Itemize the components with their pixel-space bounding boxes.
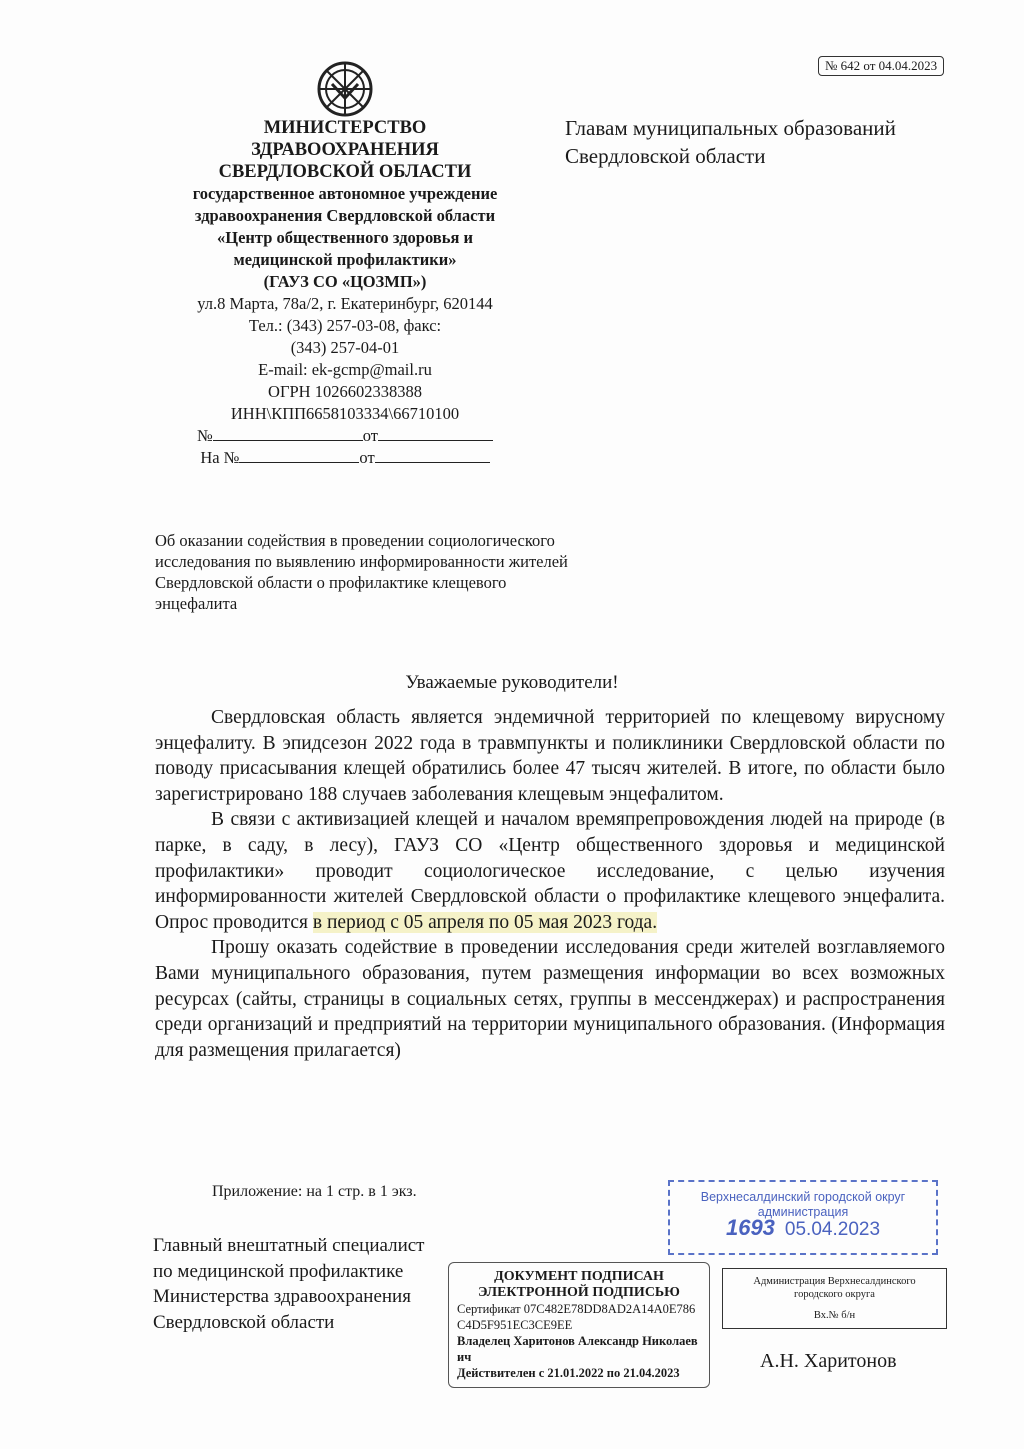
incoming-registration-stamp bbox=[668, 1180, 938, 1255]
admin-receipt-stamp bbox=[722, 1268, 947, 1329]
ministry-emblem-icon bbox=[316, 60, 374, 118]
letterhead bbox=[150, 117, 540, 469]
addressee-line: Свердловской области bbox=[565, 144, 766, 168]
registration-number: № 642 от 04.04.2023 bbox=[818, 56, 944, 76]
addressee-line: Главам муниципальных образований bbox=[565, 116, 896, 140]
reference-label: На № bbox=[200, 448, 240, 467]
attachment-note: Приложение: на 1 стр. в 1 экз. bbox=[212, 1183, 417, 1200]
org-name-line: ЗДРАВООХРАНЕНИЯ bbox=[251, 140, 439, 160]
esig-certificate: Сертификат 07C482E78DD8AD2A14A0E786C4D5F951EC3CE9EE bbox=[457, 1302, 696, 1332]
signer-name: А.Н. Харитонов bbox=[760, 1350, 897, 1372]
institution-line: государственное автономное учреждение bbox=[192, 184, 498, 203]
ogrn: ОГРН 1026602338388 bbox=[268, 382, 422, 401]
highlighted-period: в период с 05 апреля по 05 мая 2023 года. bbox=[312, 911, 658, 933]
signer-title bbox=[153, 1233, 438, 1335]
outgoing-number-line bbox=[150, 425, 540, 447]
letter-body bbox=[155, 705, 945, 1063]
signer-line: Свердловской области bbox=[153, 1311, 335, 1333]
fax: (343) 257-04-01 bbox=[290, 338, 400, 357]
signer-line: Главный внештатный специалист bbox=[153, 1235, 425, 1256]
subject: Об оказании содействия в проведении социологического исследования по выявлению информированности жителей Свердловской области о профилактике клещевого энцефалита bbox=[155, 531, 568, 613]
org-name-line: СВЕРДЛОВСКОЙ ОБЛАСТИ bbox=[218, 162, 472, 182]
addressee bbox=[565, 114, 896, 170]
electronic-signature-stamp bbox=[448, 1262, 710, 1388]
esig-validity: Действителен с 21.01.2022 по 21.04.2023 bbox=[457, 1366, 680, 1380]
phone: Тел.: (343) 257-03-08, факс: bbox=[248, 316, 442, 335]
stamp-line: Верхнесалдинский городской округ bbox=[700, 1190, 906, 1204]
esig-title: ЭЛЕКТРОННОЙ ПОДПИСЬЮ bbox=[478, 1285, 680, 1300]
institution-line: медицинской профилактики» bbox=[233, 250, 457, 269]
number-label: № bbox=[197, 426, 213, 445]
signer-line: Министерства здравоохранения bbox=[153, 1286, 411, 1307]
paragraph-text: В связи с активизацией клещей и началом времяпрепровождения людей на природе (в парке, в саду, в лесу), ГАУЗ СО «Центр общественного здоровья и медицинской профилактики» проводит социологическое исследование, с целью изучения информированности жителей Свердловской области о профилактике клещевого энцефалита. Опрос проводится bbox=[155, 809, 945, 933]
org-name-line: МИНИСТЕРСТВО bbox=[263, 118, 427, 138]
incoming-date: 05.04.2023 bbox=[784, 1219, 881, 1240]
salutation: Уважаемые руководители! bbox=[405, 672, 619, 693]
date-label: от bbox=[362, 426, 378, 445]
institution-line: «Центр общественного здоровья и bbox=[217, 228, 473, 247]
address: ул.8 Марта, 78а/2, г. Екатеринбург, 620144 bbox=[197, 294, 493, 313]
stamp-line: городского округа bbox=[794, 1289, 875, 1300]
date-label: от bbox=[359, 448, 375, 467]
esig-owner: Владелец Харитонов Александр Николаевич bbox=[457, 1334, 698, 1364]
institution-line: здравоохранения Свердловской области bbox=[194, 206, 496, 225]
paragraph: Прошу оказать содействие в проведении исследования среди жителей возглавляемого Вами муниципального образования, путем размещения информации во всех возможных ресурсах (сайты, страницы в социальных сетях, группы в мессенджерах) и распространения среди организаций и предприятий на территории муниципального образования. (Информация для размещения прилагается) bbox=[155, 937, 945, 1061]
paragraph: Свердловская область является эндемичной территорией по клещевому вирусному энцефалиту. В эпидсезон 2022 года в травмпункты и поликлиники Свердловской области по поводу присасывания клещей обратились более 47 тысяч жителей. В итоге, по области было зарегистрировано 188 случаев заболевания клещевым энцефалитом. bbox=[155, 707, 945, 805]
inn-kpp: ИНН\КПП6658103334\66710100 bbox=[230, 404, 460, 423]
stamp-line: администрация bbox=[757, 1205, 849, 1219]
stamp-line: Вх.№ б/н bbox=[813, 1310, 856, 1321]
signer-line: по медицинской профилактике bbox=[153, 1260, 404, 1282]
reference-number-line bbox=[150, 447, 540, 469]
institution-line: (ГАУЗ СО «ЦОЗМП») bbox=[263, 272, 427, 291]
esig-title: ДОКУМЕНТ ПОДПИСАН bbox=[494, 1269, 664, 1284]
paragraph bbox=[155, 807, 945, 935]
incoming-number: 1693 bbox=[725, 1215, 775, 1240]
stamp-line: Администрация Верхнесалдинского bbox=[753, 1276, 916, 1287]
email: E-mail: ek-gcmp@mail.ru bbox=[258, 360, 432, 379]
